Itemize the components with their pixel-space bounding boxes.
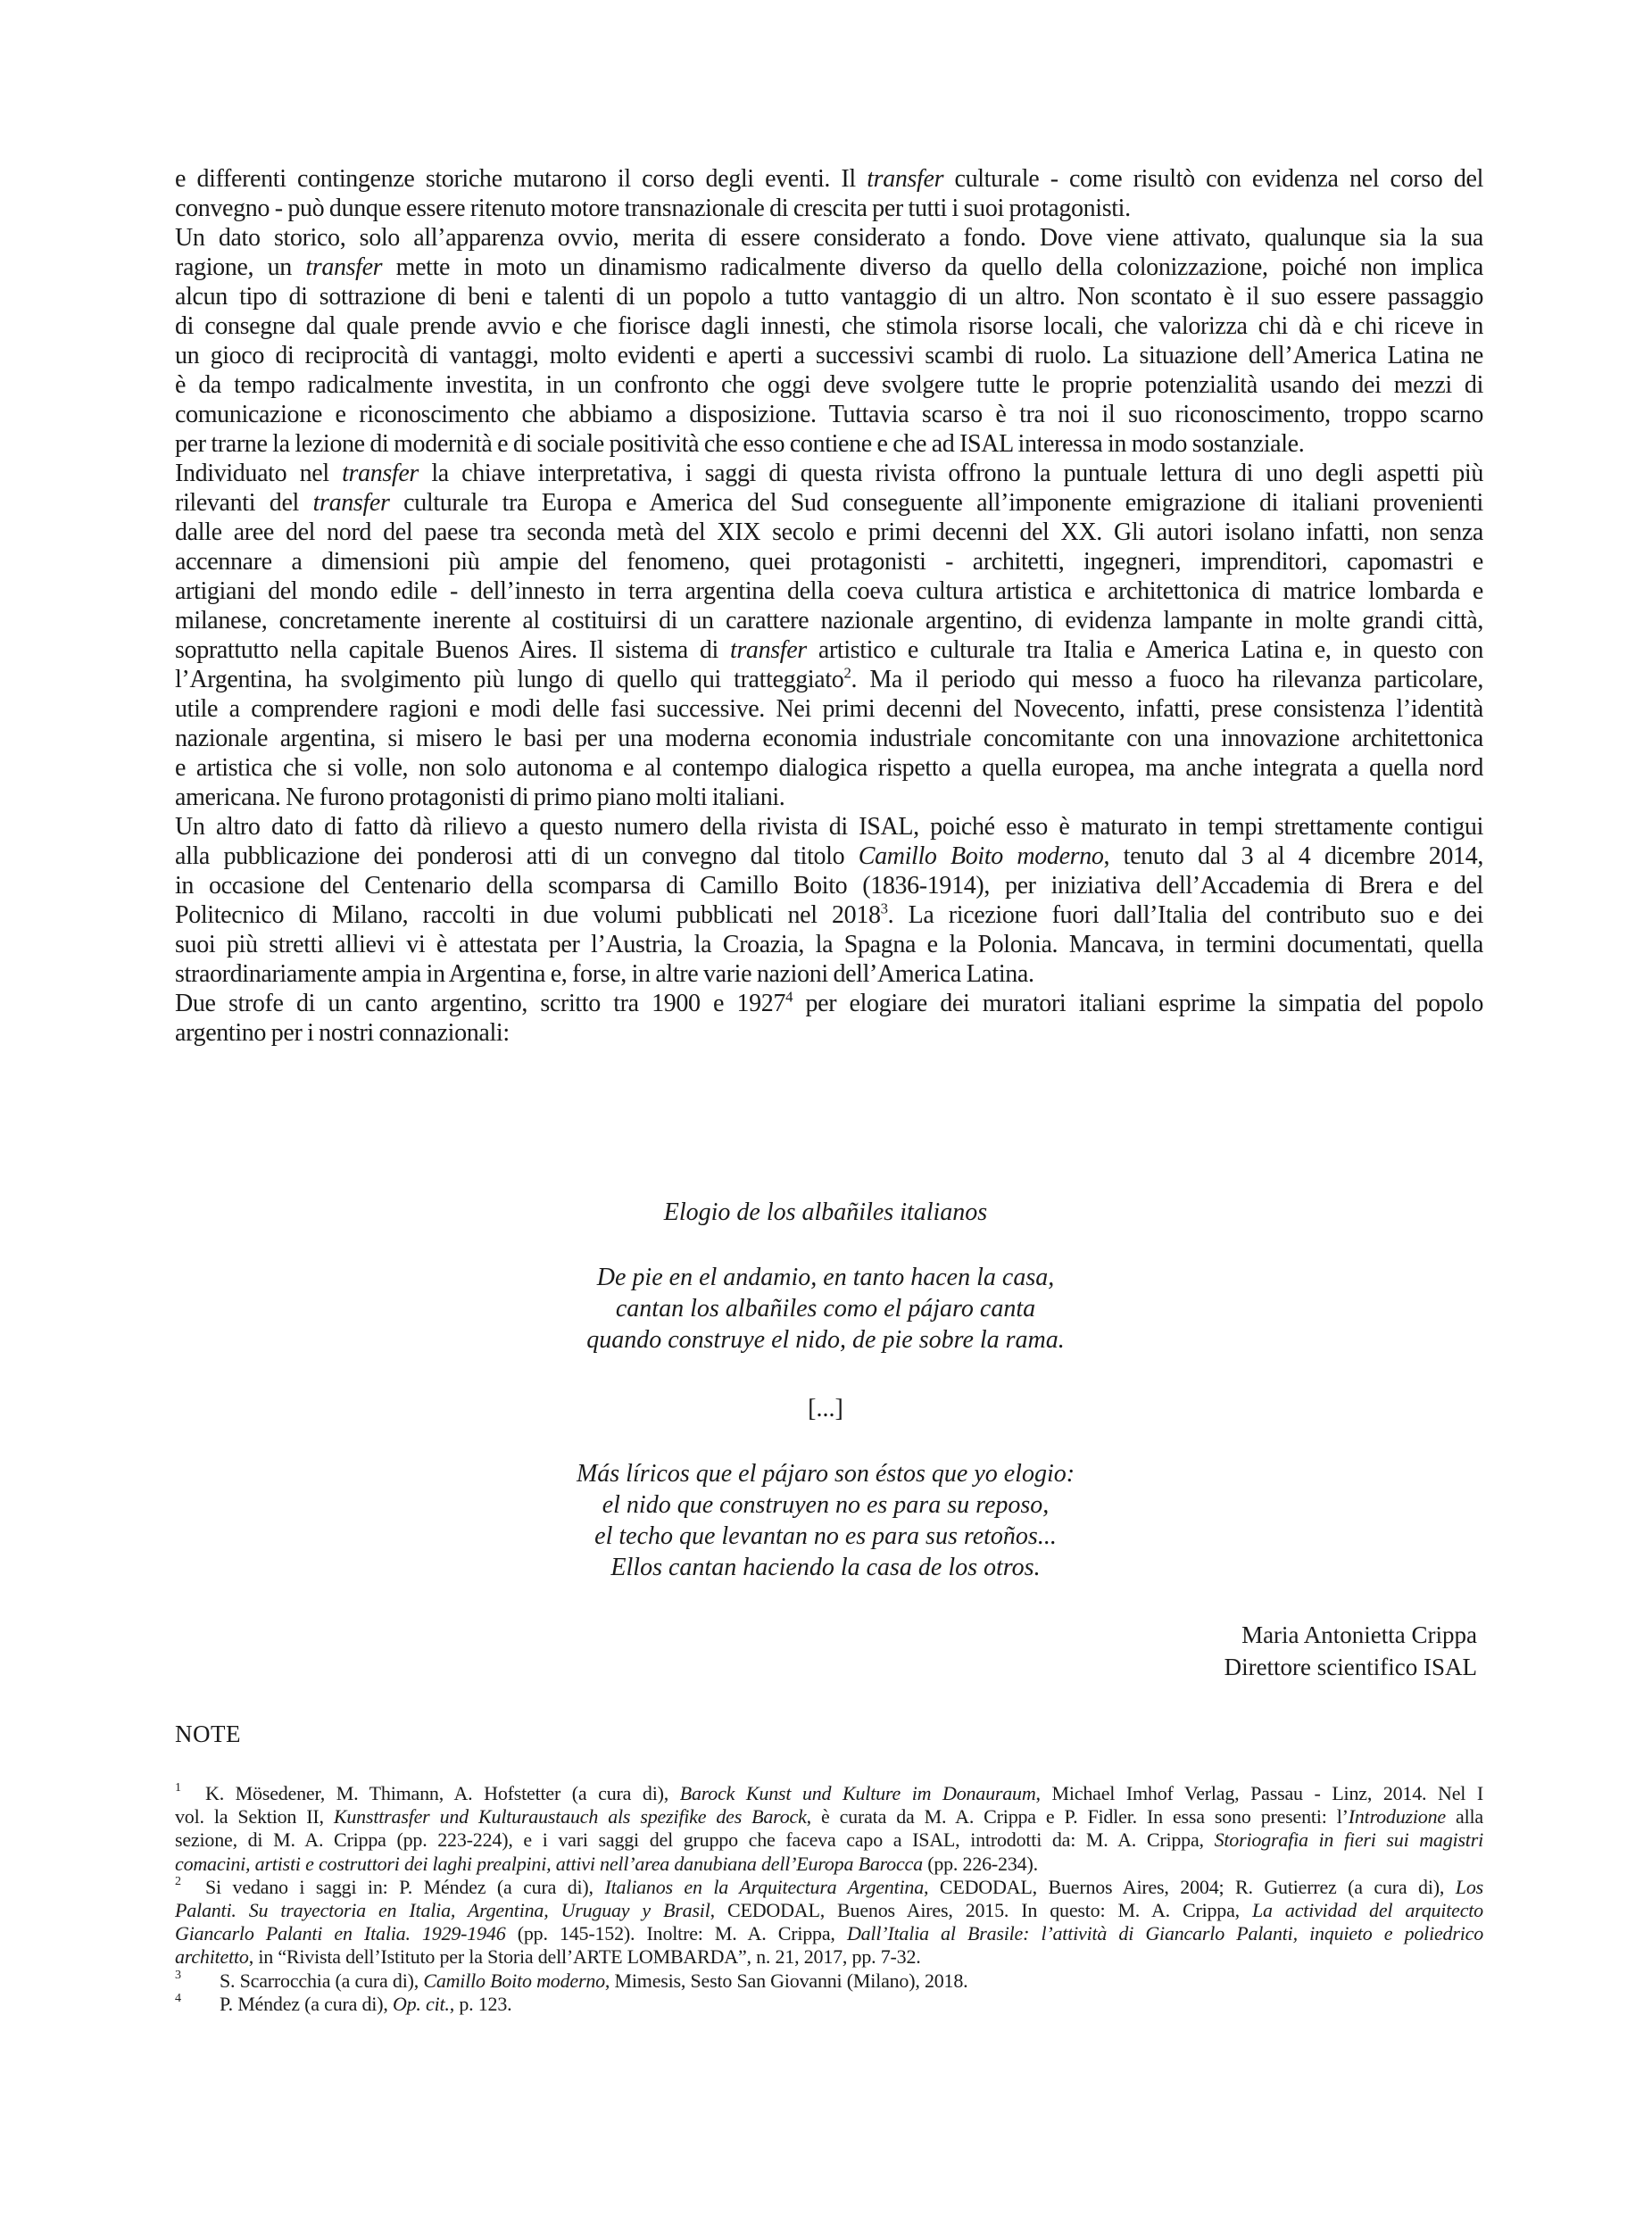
italic-text: Introduzione: [1348, 1805, 1446, 1828]
italic-text: transfer: [342, 460, 419, 487]
text-line: americana. Ne furono protagonisti di primo piano molti italiani.: [175, 784, 785, 811]
text-line: Individuato nel transfer la chiave interpretativa, i saggi di questa rivista offrono la puntuale lettura di uno degli aspetti più: [175, 460, 1483, 487]
text-line: Due strofe di un canto argentino, scritto tra 1900 e 1927$^4$ per elogiare dei muratori italiani esprime la simpatia del popolo: [175, 988, 1484, 1017]
footnote-number: 3: [175, 1968, 181, 1982]
italic-text: transfer: [729, 636, 807, 664]
text-line: suoi più stretti allievi vi è attestata per l’Austria, la Croazia, la Spagna e la Polonia. Mancava, in termini documentati, quella: [175, 931, 1483, 958]
footnote-start: 3 S. Scarrocchia (a cura di), Camillo Boito moderno, Mimesis, Sesto San Giovanni (Milano), 2018.: [175, 1969, 1483, 1993]
italic-text: Barock Kunst und Kulture im Donauraum: [679, 1782, 1036, 1804]
footnote-number: 2: [175, 1874, 181, 1888]
poem-title: Elogio de los albañiles italianos: [663, 1198, 988, 1226]
text-line: è da tempo radicalmente investita, in un confronto che oggi deve svolgere tutte le proprie potenzialità usando dei mezzi di: [175, 371, 1483, 399]
italic-text: Los: [1455, 1875, 1483, 1898]
italic-text: Storiografia in fieri sui magistri: [1214, 1828, 1483, 1852]
text-line: utile a comprendere ragioni e modi delle fasi successive. Nei primi decenni del Novecento, infatti, prese consistenza l’identità: [175, 695, 1483, 723]
text-line: milanese, concretamente inerente al costituirsi di un carattere nazionale argentino, di evidenza lampante in molte grandi città,: [175, 607, 1483, 634]
footnote-line: Giancarlo Palanti en Italia. 1929-1946 (pp. 145-152). Inoltre: M. A. Crippa, Dall’Italia al Brasile: l’attività di Giancarlo Palanti, inquieto e poliedrico: [175, 1922, 1483, 1945]
text-line: convegno - può dunque essere ritenuto motore transnazionale di crescita per tutti i suoi protagonisti.: [175, 195, 1131, 222]
footnote-number: 1: [175, 1781, 181, 1795]
poem-stanza-1: [535, 1262, 1116, 1356]
footnote-ref: 2: [843, 664, 851, 682]
italic-text: Camillo Boito moderno: [858, 842, 1104, 870]
text-line: artigiani del mondo edile - dell’innesto in terra argentina della coeva cultura artistica e architettonica di matrice lombarda e: [175, 577, 1483, 605]
text-line: rilevanti del transfer culturale tra Europa e America del Sud conseguente all’imponente emigrazione di italiani provenienti: [175, 489, 1483, 517]
text-line: alcun tipo di sottrazione di beni e talenti di un popolo a tutto vantaggio di un altro. Non scontato è il suo essere passaggio: [175, 283, 1483, 311]
notes-heading: NOTE: [175, 1721, 241, 1747]
footnote-line: sezione, di M. A. Crippa (pp. 223-224), e i vari saggi del gruppo che faceva capo a ISAL, introdotti da: M. A. Crippa, Storiografia in fieri sui magistri: [175, 1828, 1483, 1852]
poem-line: el techo que levantan no es para sus retoños...: [594, 1522, 1057, 1550]
poem-line: el nido que construyen no es para su reposo,: [602, 1491, 1050, 1519]
italic-text: Italianos en la Arquitectura Argentina: [604, 1875, 925, 1898]
text-line: e differenti contingenze storiche mutarono il corso degli eventi. Il transfer culturale - come risultò con evidenza nel corso del: [175, 165, 1483, 193]
footnote-line: vol. la Sektion II, Kunsttrasfer und Kulturaustauch als spezifike des Barock, è curata da M. A. Crippa e P. Fidler. In essa sono presenti: l’Introduzione alla: [175, 1805, 1483, 1828]
italic-text: Kunsttrasfer und Kulturaustauch als spezifike des Barock: [333, 1805, 807, 1828]
footnote-line: architetto, in “Rivista dell’Istituto per la Storia dell’ARTE LOMBARDA”, n. 21, 2017, pp. 7-32.: [175, 1945, 921, 1969]
text-line: di consegne dal quale prende avvio e che fiorisce dagli innesti, che stimola risorse locali, che valorizza chi dà e chi riceve in: [175, 312, 1483, 340]
text-line: ragione, un transfer mette in moto un dinamismo radicalmente diverso da quello della colonizzazione, poiché non implica: [175, 253, 1483, 281]
footnote-ref: 3: [880, 900, 888, 917]
signature: [1224, 1619, 1477, 1683]
italic-text: Camillo Boito moderno: [423, 1969, 605, 1992]
italic-text: comacini, artisti e costruttori dei laghi prealpini, attivi nell’area danubiana dell’Europa Barocca: [175, 1852, 923, 1875]
poem-stanza-2: [535, 1458, 1116, 1583]
footnote-number: 4: [175, 1991, 181, 2005]
text-line: Un altro dato di fatto dà rilievo a questo numero della rivista di ISAL, poiché esso è maturato in tempi strettamente contigui: [175, 813, 1483, 841]
italic-text: transfer: [867, 165, 944, 193]
signature-name: Maria Antonietta Crippa: [1241, 1621, 1477, 1648]
poem-line: quando construye el nido, de pie sobre la rama.: [586, 1326, 1065, 1354]
footnote-start: 2 Si vedano i saggi in: P. Méndez (a cura di), Italianos en la Arquitectura Argentina, CEDODAL, Buernos Aires, 2004; R. Gutierrez (a cura di), Los: [175, 1876, 1483, 1899]
footnote-line: Palanti. Su trayectoria en Italia, Argentina, Uruguay y Brasil, CEDODAL, Buenos Aires, 2015. In questo: M. A. Crippa, La actividad del arquitecto: [175, 1898, 1483, 1921]
text-line: e artistica che si volle, non solo autonoma e al contempo dialogica rispetto a quella europea, ma anche integrata a quella nord: [175, 754, 1483, 782]
text-line: l’Argentina, ha svolgimento più lungo di quello qui tratteggiato$^2$. Ma il periodo qui messo a fuoco ha rilevanza particolare,: [175, 664, 1483, 693]
poem-line: Más líricos que el pájaro son éstos que yo elogio:: [576, 1460, 1075, 1488]
poem-ellipsis: [...]: [808, 1395, 843, 1422]
text-line: accennare a dimensioni più ampie del fenomeno, quei protagonisti - architetti, ingegneri, imprenditori, capomastri e: [175, 548, 1483, 576]
italic-text: Giancarlo Palanti en Italia. 1929-1946: [175, 1922, 506, 1945]
italic-text: Op. cit.: [392, 1992, 450, 2015]
italic-text: Palanti. Su trayectoria en Italia, Argentina, Uruguay y Brasil: [175, 1898, 710, 1921]
text-line: nazionale argentina, si misero le basi per una moderna economia industriale concomitante con una innovazione architettonica: [175, 725, 1483, 752]
text-line: un gioco di reciprocità di vantaggi, molto evidenti e aperti a successivi scambi di ruolo. La situazione dell’America Latina ne: [175, 342, 1483, 369]
poem-line: cantan los albañiles como el pájaro canta: [615, 1295, 1036, 1323]
italic-text: transfer: [305, 253, 383, 281]
italic-text: Dall’Italia al Brasile: l’attività di Giancarlo Palanti, inquieto e poliedrico: [846, 1922, 1483, 1945]
footnote-start: 4 P. Méndez (a cura di), Op. cit., p. 123.: [175, 1993, 1483, 2016]
poem-line: Ellos cantan haciendo la casa de los otros.: [610, 1554, 1041, 1581]
text-line: Un dato storico, solo all’apparenza ovvio, merita di essere considerato a fondo. Dove viene attivato, qualunque sia la sua: [175, 224, 1483, 252]
text-line: in occasione del Centenario della scomparsa di Camillo Boito (1836-1914), per iniziativa dell’Accademia di Brera e del: [175, 872, 1483, 900]
footnote-ref: 4: [785, 988, 793, 1006]
text-line: straordinariamente ampia in Argentina e, forse, in altre varie nazioni dell’America Latina.: [175, 960, 1034, 988]
text-line: Politecnico di Milano, raccolti in due volumi pubblicati nel 2018$^3$. La ricezione fuori dall’Italia del contributo suo e dei: [175, 900, 1483, 929]
body-text: [175, 164, 1483, 1048]
text-line: per trarne la lezione di modernità e di sociale positività che esso contiene e che ad ISAL interessa in modo sostanziale.: [175, 430, 1305, 458]
text-line: soprattutto nella capitale Buenos Aires. Il sistema di transfer artistico e culturale tra Italia e America Latina e, in questo con: [175, 636, 1483, 664]
signature-role: Direttore scientifico ISAL: [1224, 1654, 1477, 1680]
italic-text: La actividad del arquitecto: [1252, 1898, 1483, 1921]
footnotes: [175, 1782, 1483, 2016]
text-line: comunicazione e riconoscimento che abbiamo a disposizione. Tuttavia scarso è tra noi il suo riconoscimento, troppo scarno: [175, 401, 1483, 428]
italic-text: transfer: [312, 489, 390, 517]
footnote-start: 1 K. Mösedener, M. Thimann, A. Hofstetter (a cura di), Barock Kunst und Kulture im Donauraum, Michael Imhof Verlag, Passau - Linz, 2014. Nel I: [175, 1782, 1483, 1805]
italic-text: architetto: [175, 1945, 249, 1969]
poem-line: De pie en el andamio, en tanto hacen la casa,: [596, 1264, 1055, 1291]
text-line: alla pubblicazione dei ponderosi atti di un convegno dal titolo Camillo Boito moderno, tenuto dal 3 al 4 dicembre 2014,: [175, 842, 1484, 870]
text-line: dalle aree del nord del paese tra seconda metà del XIX secolo e primi decenni del XX. Gli autori isolano infatti, non senza: [175, 518, 1483, 546]
footnote-line: comacini, artisti e costruttori dei laghi prealpini, attivi nell’area danubiana dell’Europa Barocca (pp. 226-234).: [175, 1852, 1038, 1875]
text-line: argentino per i nostri connazionali:: [175, 1019, 510, 1047]
